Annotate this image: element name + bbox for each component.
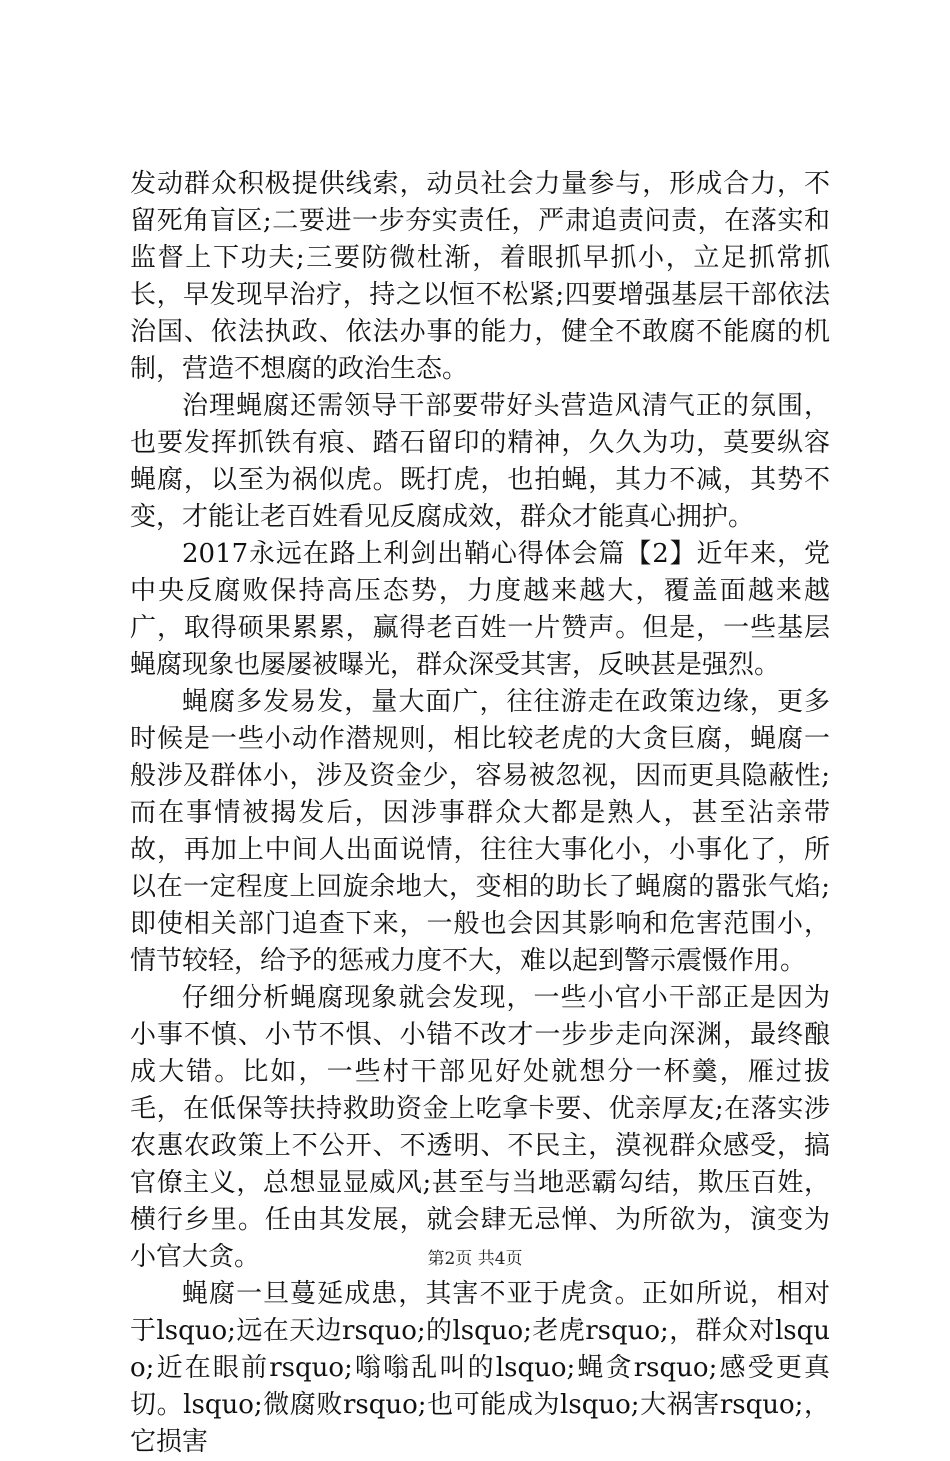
paragraph-3: 2017永远在路上利剑出鞘心得体会篇【2】近年来，党中央反腐败保持高压态势，力度越来越大，覆盖面越来越广，取得硕果累累，赢得老百姓一片赞声。但是，一些基层蝇腐现象也屡屡被曝光，群众深受其害，反映甚是强烈。 [130,539,830,680]
paragraph-2: 治理蝇腐还需领导干部要带好头营造风清气正的氛围，也要发挥抓铁有痕、踏石留印的精神，久久为功，莫要纵容蝇腐，以至为祸似虎。既打虎，也拍蝇，其力不减，其势不变，才能让老百姓看见反腐成效，群众才能真心拥护。 [130,391,830,532]
paragraph-6: 蝇腐一旦蔓延成患，其害不亚于虎贪。正如所说，相对于lsquo;远在天边rsquo;的lsquo;老虎rsquo;，群众对lsquo;近在眼前rsquo;嗡嗡乱叫的lsquo;蝇贪rsquo;感受更真切。lsquo;微腐败rsquo;也可能成为lsquo;大祸害rsquo;，它损害 [130,1279,830,1457]
paragraph-1: 发动群众积极提供线索，动员社会力量参与，形成合力，不留死角盲区;二要进一步夯实责任，严肃追责问责，在落实和监督上下功夫;三要防微杜渐，着眼抓早抓小，立足抓常抓长，早发现早治疗，持之以恒不松紧;四要增强基层干部依法治国、依法执政、依法办事的能力，健全不敢腐不能腐的机制，营造不想腐的政治生态。 [130,169,830,384]
paragraph-5: 仔细分析蝇腐现象就会发现，一些小官小干部正是因为小事不慎、小节不惧、小错不改才一步步走向深渊，最终酿成大错。比如，一些村干部见好处就想分一杯羹，雁过拔毛，在低保等扶持救助资金上吃拿卡要、优亲厚友;在落实涉农惠农政策上不公开、不透明、不民主，漠视群众感受，搞官僚主义，总想显显威风;甚至与当地恶霸勾结，欺压百姓，横行乡里。任由其发展，就会肆无忌惮、为所欲为，演变为小官大贪。 [130,983,830,1272]
paragraph-4: 蝇腐多发易发，量大面广，往往游走在政策边缘，更多时候是一些小动作潜规则，相比较老虎的大贪巨腐，蝇腐一般涉及群体小，涉及资金少，容易被忽视，因而更具隐蔽性;而在事情被揭发后，因涉事群众大都是熟人，甚至沾亲带故，再加上中间人出面说情，往往大事化小，小事化了，所以在一定程度上回旋余地大，变相的助长了蝇腐的嚣张气焰;即使相关部门追查下来，一般也会因其影响和危害范围小，情节较轻，给予的惩戒力度不大，难以起到警示震慑作用。 [130,687,830,976]
page-footer: 第2页 共4页 [427,1249,523,1269]
